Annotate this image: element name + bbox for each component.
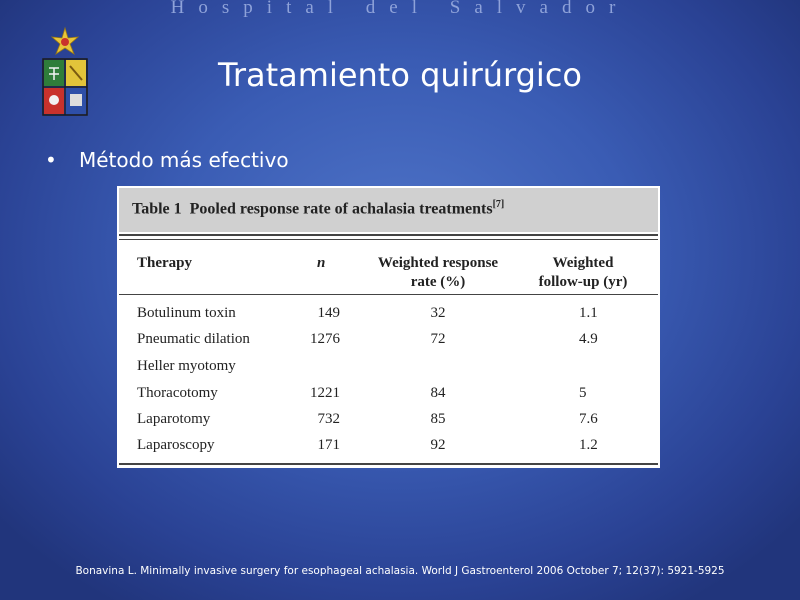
slide-title: Tratamiento quirúrgico bbox=[218, 56, 582, 94]
n-cell: 732 bbox=[317, 411, 340, 427]
table-caption bbox=[132, 199, 504, 218]
n-cell: 1276 bbox=[310, 331, 340, 347]
therapy-cell: Botulinum toxin bbox=[137, 305, 236, 321]
column-header-n: n bbox=[317, 255, 326, 271]
column-header-followup-line2: follow-up (yr) bbox=[538, 274, 628, 290]
footer-reference: Bonavina L. Minimally invasive surgery for esophageal achalasia. World J Gastroenterol 2006 October 7; 12(37): 5921-5925 bbox=[75, 565, 725, 577]
hospital-name-header: Hospital del Salvador bbox=[170, 0, 630, 18]
bullet-text: Método más efectivo bbox=[79, 148, 289, 172]
table-rule-top bbox=[119, 234, 658, 236]
therapy-cell: Thoracotomy bbox=[137, 385, 218, 401]
column-header-followup-line1: Weighted bbox=[552, 255, 614, 271]
followup-cell: 1.1 bbox=[579, 305, 598, 321]
table-caption-reference: [7] bbox=[492, 199, 505, 210]
treatment-table bbox=[117, 186, 660, 468]
table-rule-top-thin bbox=[119, 239, 658, 240]
followup-cell: 4.9 bbox=[579, 331, 598, 347]
table-caption-text: Pooled response rate of achalasia treatments bbox=[189, 200, 493, 218]
response-cell: 85 bbox=[430, 411, 446, 427]
table-rule-bottom bbox=[119, 463, 658, 465]
response-cell: 84 bbox=[430, 385, 446, 401]
therapy-cell: Pneumatic dilation bbox=[137, 331, 250, 347]
table-caption-prefix: Table 1 bbox=[132, 200, 182, 218]
column-header-response-line2: rate (%) bbox=[410, 274, 466, 290]
table-rule-header bbox=[119, 294, 658, 295]
n-cell: 171 bbox=[317, 437, 340, 453]
followup-cell: 1.2 bbox=[579, 437, 598, 453]
column-header-therapy: Therapy bbox=[137, 255, 193, 271]
therapy-cell: Laparoscopy bbox=[137, 437, 215, 453]
column-header-response-line1: Weighted response bbox=[377, 255, 499, 271]
n-cell: 1221 bbox=[310, 385, 340, 401]
column-header-followup bbox=[527, 255, 639, 291]
response-cell: 72 bbox=[430, 331, 446, 347]
therapy-cell: Laparotomy bbox=[137, 411, 211, 427]
bullet-marker: • bbox=[45, 148, 57, 172]
followup-cell: 5 bbox=[579, 385, 587, 401]
response-cell: 92 bbox=[430, 437, 446, 453]
n-cell: 149 bbox=[317, 305, 340, 321]
bullet-point bbox=[45, 146, 289, 174]
followup-cell: 7.6 bbox=[579, 411, 598, 427]
therapy-cell: Heller myotomy bbox=[137, 358, 236, 374]
column-header-response bbox=[369, 255, 507, 291]
response-cell: 32 bbox=[430, 305, 446, 321]
